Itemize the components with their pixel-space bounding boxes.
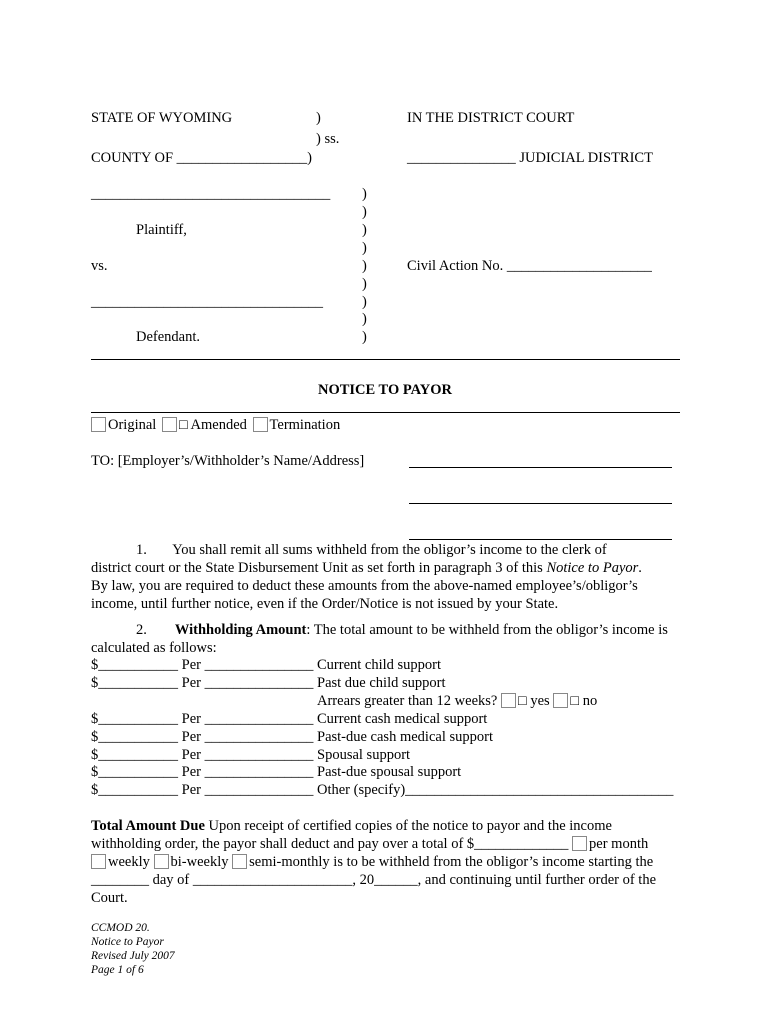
- page-number: Page 1 of 6: [91, 964, 144, 976]
- employer-address-field[interactable]: [409, 467, 672, 468]
- caption-paren: ): [316, 110, 321, 126]
- original-checkbox[interactable]: [91, 417, 106, 432]
- withholding-amount-field[interactable]: $___________ Per _______________: [91, 675, 314, 691]
- caption-paren: ): [362, 311, 367, 327]
- para1-line: district court or the State Disbursement Unit as set forth in paragraph 3 of this Notice to Payor.: [91, 560, 642, 576]
- withholding-heading: Withholding Amount: [174, 622, 307, 638]
- withholding-label: Spousal support: [317, 747, 411, 763]
- withholding-label: Current cash medical support: [317, 711, 488, 727]
- biweekly-checkbox[interactable]: [154, 854, 169, 869]
- withholding-amount-field[interactable]: $___________ Per _______________: [91, 782, 314, 798]
- caption-paren: ): [362, 258, 367, 274]
- withholding-label: Past due child support: [317, 675, 446, 691]
- amended-checkbox[interactable]: [162, 417, 177, 432]
- termination-checkbox[interactable]: [253, 417, 268, 432]
- semimonthly-checkbox[interactable]: [232, 854, 247, 869]
- divider: [91, 412, 680, 413]
- withholding-amount-field[interactable]: $___________ Per _______________: [91, 729, 314, 745]
- original-label: Original: [108, 417, 157, 433]
- para2-line: 2. Withholding Amount: The total amount to be withheld from the obligor’s income is: [136, 622, 668, 638]
- caption-paren: ): [362, 222, 367, 238]
- total-line: weekly bi-weekly semi-monthly is to be withheld from the obligor’s income starting the: [91, 854, 653, 871]
- per-month-checkbox[interactable]: [572, 836, 587, 851]
- revision-date: Revised July 2007: [91, 950, 175, 962]
- withholding-label: Past-due cash medical support: [317, 729, 493, 745]
- arrears-no-checkbox[interactable]: [553, 693, 568, 708]
- caption-paren: ): [362, 294, 367, 310]
- caption-paren: ): [362, 329, 367, 345]
- form-name: Notice to Payor: [91, 936, 164, 948]
- para1-line: income, until further notice, even if the Order/Notice is not issued by your State.: [91, 596, 559, 612]
- arrears-row: Arrears greater than 12 weeks? □ yes □ no: [317, 693, 598, 709]
- withholding-amount-field[interactable]: $___________ Per _______________: [91, 764, 314, 780]
- termination-label: Termination: [269, 417, 341, 433]
- total-line: withholding order, the payor shall deduct and pay over a total of $_____________ per month: [91, 836, 649, 852]
- withholding-label: Current child support: [317, 657, 442, 673]
- form-number: CCMOD 20.: [91, 922, 150, 934]
- defendant-name-field[interactable]: ________________________________: [91, 294, 323, 310]
- plaintiff-label: Plaintiff,: [136, 222, 187, 238]
- to-label: TO: [Employer’s/Withholder’s Name/Address]: [91, 453, 365, 469]
- para1-line: By law, you are required to deduct these amounts from the above-named employee’s/obligor’s: [91, 578, 638, 594]
- page-title: NOTICE TO PAYOR: [317, 382, 453, 398]
- amended-label: □ Amended: [178, 417, 247, 433]
- employer-address-field[interactable]: [409, 539, 672, 540]
- civil-action-field[interactable]: Civil Action No. ____________________: [407, 258, 652, 274]
- county-field[interactable]: COUNTY OF __________________): [91, 150, 312, 166]
- employer-address-field[interactable]: [409, 503, 672, 504]
- caption-paren: ): [362, 276, 367, 292]
- withholding-label: Past-due spousal support: [317, 764, 462, 780]
- start-date-field[interactable]: ________ day of ______________________, 20______, and continuing until further order of the: [91, 872, 657, 888]
- para2-line: calculated as follows:: [91, 640, 217, 656]
- total-line: Total Amount Due Upon receipt of certified copies of the notice to payor and the income: [91, 818, 612, 834]
- caption-paren: ): [362, 204, 367, 220]
- other-specify-field[interactable]: Other (specify)_____________________________________: [317, 782, 674, 798]
- vs-label: vs.: [91, 258, 108, 274]
- total-heading: Total Amount Due: [91, 818, 205, 834]
- withholding-amount-field[interactable]: $___________ Per _______________: [91, 657, 314, 673]
- state-label: STATE OF WYOMING: [91, 110, 233, 126]
- notice-type-row: [91, 417, 340, 434]
- divider: [91, 359, 680, 360]
- arrears-yes-checkbox[interactable]: [501, 693, 516, 708]
- caption-paren: ): [362, 240, 367, 256]
- para1-line: 1. You shall remit all sums withheld from the obligor’s income to the clerk of: [136, 542, 607, 558]
- total-line: Court.: [91, 890, 128, 906]
- withholding-amount-field[interactable]: $___________ Per _______________: [91, 711, 314, 727]
- ss-label: ) ss.: [316, 131, 340, 147]
- judicial-district-field[interactable]: _______________ JUDICIAL DISTRICT: [407, 150, 653, 166]
- withholding-amount-field[interactable]: $___________ Per _______________: [91, 747, 314, 763]
- defendant-label: Defendant.: [136, 329, 201, 345]
- caption-paren: ): [362, 186, 367, 202]
- weekly-checkbox[interactable]: [91, 854, 106, 869]
- court-label: IN THE DISTRICT COURT: [407, 110, 575, 126]
- plaintiff-name-field[interactable]: _________________________________: [91, 186, 331, 202]
